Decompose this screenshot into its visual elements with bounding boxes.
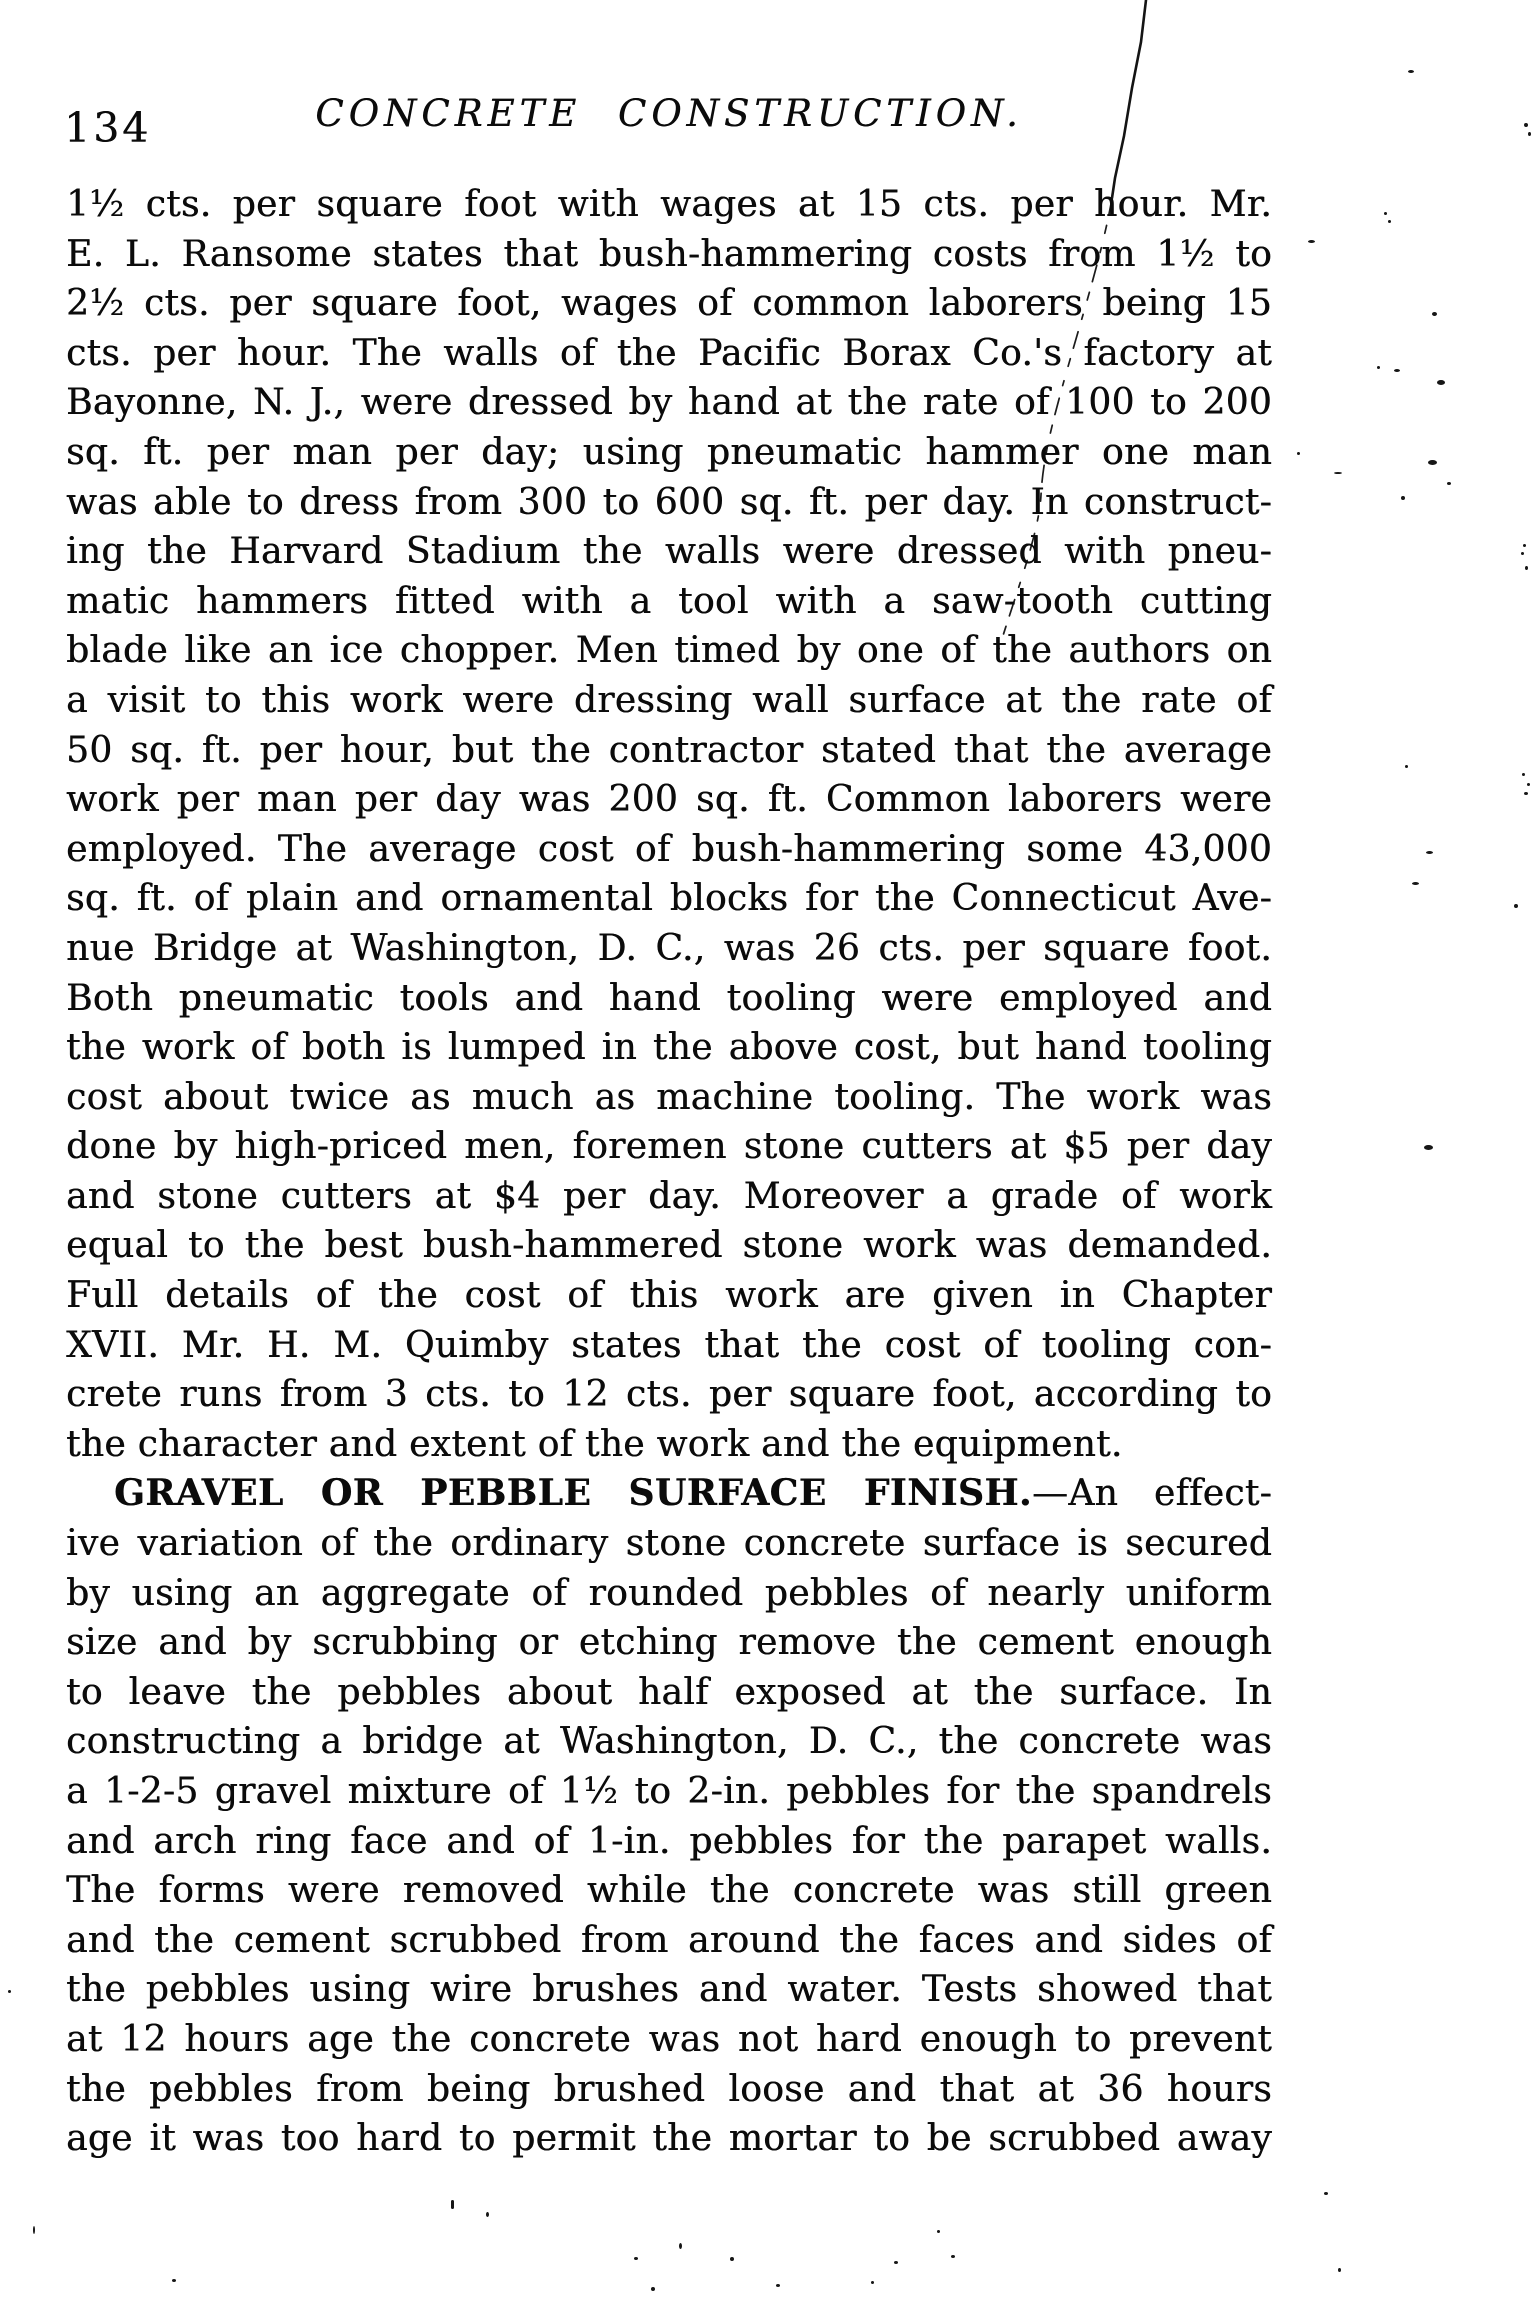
scan-speck [1308, 240, 1315, 243]
scan-speck [1334, 472, 1342, 474]
scan-speck [1338, 2268, 1341, 2272]
scan-speck [1297, 452, 1300, 455]
scan-speck [1524, 123, 1528, 127]
scan-speck [1408, 70, 1414, 73]
scan-speck [451, 2200, 454, 2209]
text-line: nue Bridge at Washington, D. C., was 26 cts. per square foot. [66, 927, 1272, 969]
scan-speck [1424, 1145, 1433, 1150]
text-line: the pebbles using wire brushes and water. Tests showed that [66, 1969, 1272, 2011]
scan-speck [1401, 496, 1405, 500]
text-line: ive variation of the ordinary stone concrete surface is secured [66, 1523, 1272, 1565]
scan-speck [1524, 792, 1528, 795]
scan-speck [1405, 765, 1408, 768]
scan-speck [1527, 783, 1530, 786]
body-text [66, 180, 1272, 2164]
page-number: 134 [64, 104, 152, 152]
text-line: employed. The average cost of bush-hammering some 43,000 [66, 828, 1272, 870]
scan-speck [894, 2261, 898, 2264]
text-line: 1½ cts. per square foot with wages at 15 cts. per hour. Mr. [66, 184, 1272, 225]
scan-speck [1522, 773, 1525, 776]
scan-speck [1426, 851, 1433, 854]
scan-speck [1428, 460, 1437, 465]
scan-speck [1437, 380, 1445, 385]
text-line: Full details of the cost of this work are given in Chapter [66, 1275, 1272, 1317]
section-heading: GRAVEL OR PEBBLE SURFACE FINISH. [114, 1472, 1032, 1515]
text-line: size and by scrubbing or etching remove the cement enough [66, 1622, 1272, 1664]
text-line: ing the Harvard Stadium the walls were dressed with pneu- [66, 531, 1272, 573]
text-line: a 1-2-5 gravel mixture of 1½ to 2-in. pebbles for the spandrels [66, 1771, 1272, 1812]
scan-speck [1324, 2192, 1328, 2195]
text-line: cts. per hour. The walls of the Pacific Borax Co.'s factory at [66, 332, 1272, 374]
text-line: and the cement scrubbed from around the faces and sides of [66, 1919, 1272, 1961]
running-head: CONCRETE CONSTRUCTION. [315, 92, 1023, 135]
section-heading-line [66, 1469, 1272, 1519]
scan-speck [8, 1990, 11, 1993]
scan-speck [937, 2230, 940, 2233]
text-line: blade like an ice chopper. Men timed by one of the authors on [66, 630, 1272, 672]
scan-speck [1412, 882, 1419, 885]
text-line: age it was too hard to permit the mortar to be scrubbed away [66, 2118, 1272, 2160]
text-line: XVII. Mr. H. M. Quimby states that the cost of tooling con- [66, 1324, 1272, 1366]
text-line: cost about twice as much as machine tooling. The work was [66, 1076, 1272, 1118]
text-line: 2½ cts. per square foot, wages of common laborers being 15 [66, 283, 1272, 325]
text-line: sq. ft. of plain and ornamental blocks for the Connecticut Ave- [66, 878, 1272, 920]
text-line: was able to dress from 300 to 600 sq. ft. per day. In construct- [66, 481, 1272, 523]
scan-speck [1514, 904, 1518, 908]
text-line-paragraph-end: the character and extent of the work and the equipment. [66, 1423, 1123, 1465]
scan-speck [951, 2255, 955, 2258]
text-line: constructing a bridge at Washington, D. C., the concrete was [66, 1721, 1272, 1763]
text-line: sq. ft. per man per day; using pneumatic hammer one man [66, 431, 1272, 473]
scan-speck [1394, 369, 1400, 372]
text-line: and arch ring face and of 1-in. pebbles for the parapet walls. [66, 1820, 1272, 1862]
text-line: work per man per day was 200 sq. ft. Common laborers were [66, 779, 1272, 821]
scan-speck [1377, 366, 1380, 369]
text-line: by using an aggregate of rounded pebbles of nearly uniform [66, 1572, 1272, 1614]
scan-speck [871, 2281, 874, 2284]
text-line: 50 sq. ft. per hour, but the contractor stated that the average [66, 729, 1272, 771]
scan-speck [679, 2243, 682, 2249]
scan-speck [1432, 312, 1437, 316]
scan-speck [33, 2226, 35, 2234]
scan-speck [1525, 566, 1528, 570]
text-line: crete runs from 3 cts. to 12 cts. per square foot, according to [66, 1374, 1272, 1416]
scan-speck [1447, 482, 1451, 485]
scan-speck [1384, 212, 1387, 215]
text-line: the work of both is lumped in the above cost, but hand tooling [66, 1027, 1272, 1069]
scan-speck [730, 2257, 734, 2261]
scan-speck [776, 2284, 780, 2287]
text-line: to leave the pebbles about half exposed at the surface. In [66, 1671, 1272, 1713]
scan-speck [172, 2279, 176, 2282]
text-line: done by high-priced men, foremen stone cutters at $5 per day [66, 1126, 1272, 1168]
text-line: Bayonne, N. J., were dressed by hand at the rate of 100 to 200 [66, 382, 1272, 424]
text-line: the pebbles from being brushed loose and that at 36 hours [66, 2068, 1272, 2110]
scan-speck [634, 2257, 638, 2260]
text-line: matic hammers fitted with a tool with a saw-tooth cutting [66, 580, 1272, 622]
text-line: at 12 hours age the concrete was not hard enough to prevent [66, 2018, 1272, 2060]
scan-speck [486, 2212, 489, 2217]
text-line: a visit to this work were dressing wall surface at the rate of [66, 679, 1272, 721]
scan-speck [1521, 552, 1524, 555]
text-line: and stone cutters at $4 per day. Moreover a grade of work [66, 1175, 1272, 1217]
text-line: equal to the best bush-hammered stone work was demanded. [66, 1225, 1272, 1267]
text-line: Both pneumatic tools and hand tooling were employed and [66, 977, 1272, 1019]
scan-speck [1388, 220, 1391, 223]
text-line: E. L. Ransome states that bush-hammering costs from 1½ to [66, 233, 1272, 275]
scan-speck [1523, 544, 1526, 547]
scan-speck [651, 2287, 655, 2291]
text-line: The forms were removed while the concrete was still green [66, 1870, 1272, 1912]
section-heading-tail: —An effect- [1031, 1473, 1272, 1515]
